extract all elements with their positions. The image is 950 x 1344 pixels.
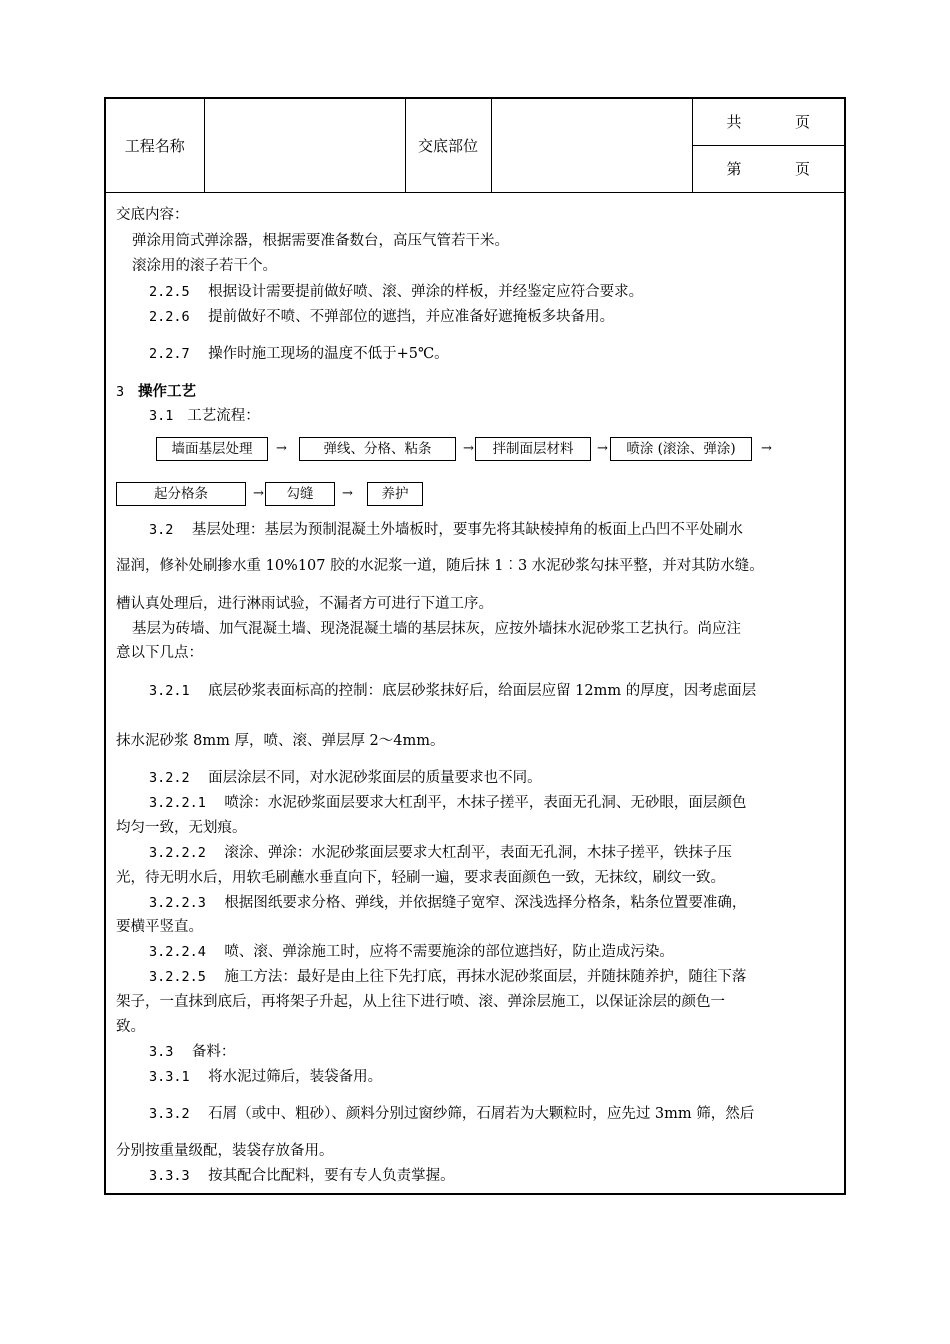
flow-arrow-icon: → (276, 441, 287, 456)
section-number: 3.3.3 (149, 1168, 190, 1184)
line-text: 底层砂浆表面标高的控制：底层砂浆抹好后，给面层应留 12mm 的厚度，因考虑面层 (208, 683, 757, 699)
line-text: 光，待无明水后，用软毛刷蘸水垂直向下，轻刷一遍，要求表面颜色一致，无抹纹，刷纹一致。 (116, 870, 725, 886)
page-unit: 页 (794, 160, 810, 178)
flow-arrow-icon: → (597, 441, 608, 456)
section-number: 2.2.5 (149, 284, 190, 300)
line-text: 面层涂层不同，对水泥砂浆面层的质量要求也不同。 (208, 770, 542, 786)
project-name-label: 工程名称 (106, 99, 204, 192)
paragraph: 弹涂用筒式弹涂器，根据需要准备数台，高压气管若干米。 (132, 233, 509, 249)
total-label: 共 (726, 113, 742, 132)
line-text: 喷涂：水泥砂浆面层要求大杠刮平，木抹子搓平，表面无孔洞、无砂眼，面层颜色 (224, 795, 747, 811)
section-number: 3.3 (149, 1044, 174, 1060)
line-text: 基层为砖墙、加气混凝土墙、现浇混凝土墙的基层抹灰，应按外墙抹水泥砂浆工艺执行。尚应注 (132, 621, 741, 637)
line-text: 分别按重量级配，装袋存放备用。 (116, 1143, 334, 1159)
section-number: 3.2.2 (149, 770, 190, 786)
flow-arrow-icon: → (761, 441, 772, 456)
section-2-2-7: 2.2.7 操作时施工现场的温度不低于+5℃。 (149, 346, 449, 362)
section-3-heading: 3 操作工艺 (116, 383, 196, 400)
line-text: 按其配合比配料，要有专人负责掌握。 (208, 1168, 455, 1184)
section-number: 3.3.1 (149, 1069, 190, 1085)
section-number: 3.2.1 (149, 683, 190, 699)
line-text: 意以下几点： (116, 645, 203, 661)
project-name-value (204, 99, 405, 192)
line-text: 备料： (191, 1044, 236, 1060)
section-number: 2.2.6 (149, 309, 190, 325)
line-text: 施工方法：最好是由上往下先打底，再抹水泥砂浆面层，并随抹随养护，随往下落 (224, 969, 747, 985)
content-heading: 交底内容： (116, 207, 189, 223)
location-label: 交底部位 (405, 99, 491, 192)
line-text: 要横平竖直。 (116, 919, 203, 935)
flow-arrow-icon: → (463, 441, 474, 456)
line-text: 湿润，修补处刷掺水重 10%107 胶的水泥浆一道，随后抹 1︰3 水泥砂浆勾抹平整，并对其防水缝。 (116, 558, 764, 574)
line-text: 滚涂、弹涂：水泥砂浆面层要求大杠刮平，表面无孔洞，木抹子搓平，铁抹子压 (224, 845, 732, 861)
flow-step-spray: 喷涂 (滚涂、弹涂) (610, 437, 752, 461)
section-2-2-6: 2.2.6 提前做好不喷、不弹部位的遮挡，并应准备好遮掩板多块备用。 (149, 309, 615, 325)
flow-arrow-icon: → (253, 486, 264, 501)
flow-step-mix-material: 拌制面层材料 (475, 437, 591, 461)
page-label: 第 (726, 160, 742, 178)
section-3-2: 3.2 基层处理：基层为预制混凝土外墙板时，要事先将其缺棱掉角的板面上凸凹不平处刷水 (149, 522, 743, 538)
total-pages-cell (692, 99, 844, 145)
section-number: 3.2.2.4 (149, 944, 206, 960)
flow-step-base-treatment: 墙面基层处理 (156, 437, 268, 461)
disclosure-form (104, 97, 846, 1195)
flow-step-curing: 养护 (367, 482, 423, 506)
line-text: 将水泥过筛后，装袋备用。 (208, 1069, 383, 1085)
page-number-cell (692, 145, 844, 192)
section-2-2-5: 2.2.5 根据设计需要提前做好喷、滚、弹涂的样板，并经鉴定应符合要求。 (149, 284, 644, 300)
flow-step-remove-strips: 起分格条 (116, 482, 246, 506)
line-text: 抹水泥砂浆 8mm 厚，喷、滚、弹层厚 2～4mm。 (116, 733, 445, 749)
line-text: 槽认真处理后，进行淋雨试验，不漏者方可进行下道工序。 (116, 596, 493, 612)
header-table (106, 99, 844, 193)
section-3-1: 3.1 工艺流程： (149, 408, 260, 424)
section-number: 3.2.2.1 (149, 795, 206, 811)
flow-arrow-icon: → (342, 486, 353, 501)
line-text: 致。 (116, 1019, 145, 1035)
section-number: 3.2.2.2 (149, 845, 206, 861)
section-number: 3.3.2 (149, 1106, 190, 1122)
line-text: 架子，一直抹到底后，再将架子升起，从上往下进行喷、滚、弹涂层施工，以保证涂层的颜色一 (116, 994, 725, 1010)
section-number: 3.2.2.3 (149, 895, 206, 911)
section-number: 3.2.2.5 (149, 969, 206, 985)
location-value (491, 99, 692, 192)
line-text: 根据图纸要求分格、弹线，并依据缝子宽窄、深浅选择分格条，粘条位置要准确， (224, 895, 747, 911)
paragraph: 滚涂用的滚子若干个。 (132, 258, 277, 274)
flow-step-line-grid: 弹线、分格、粘条 (299, 437, 456, 461)
flow-step-pointing: 勾缝 (265, 482, 335, 506)
total-unit: 页 (794, 113, 810, 132)
line-text: 石屑（或中、粗砂）、颜料分别过窗纱筛，石屑若为大颗粒时，应先过 3mm 筛，然后 (208, 1106, 755, 1122)
line-text: 均匀一致，无划痕。 (116, 820, 247, 836)
section-number: 2.2.7 (149, 346, 190, 362)
line-text: 喷、滚、弹涂施工时，应将不需要施涂的部位遮挡好，防止造成污染。 (224, 944, 674, 960)
